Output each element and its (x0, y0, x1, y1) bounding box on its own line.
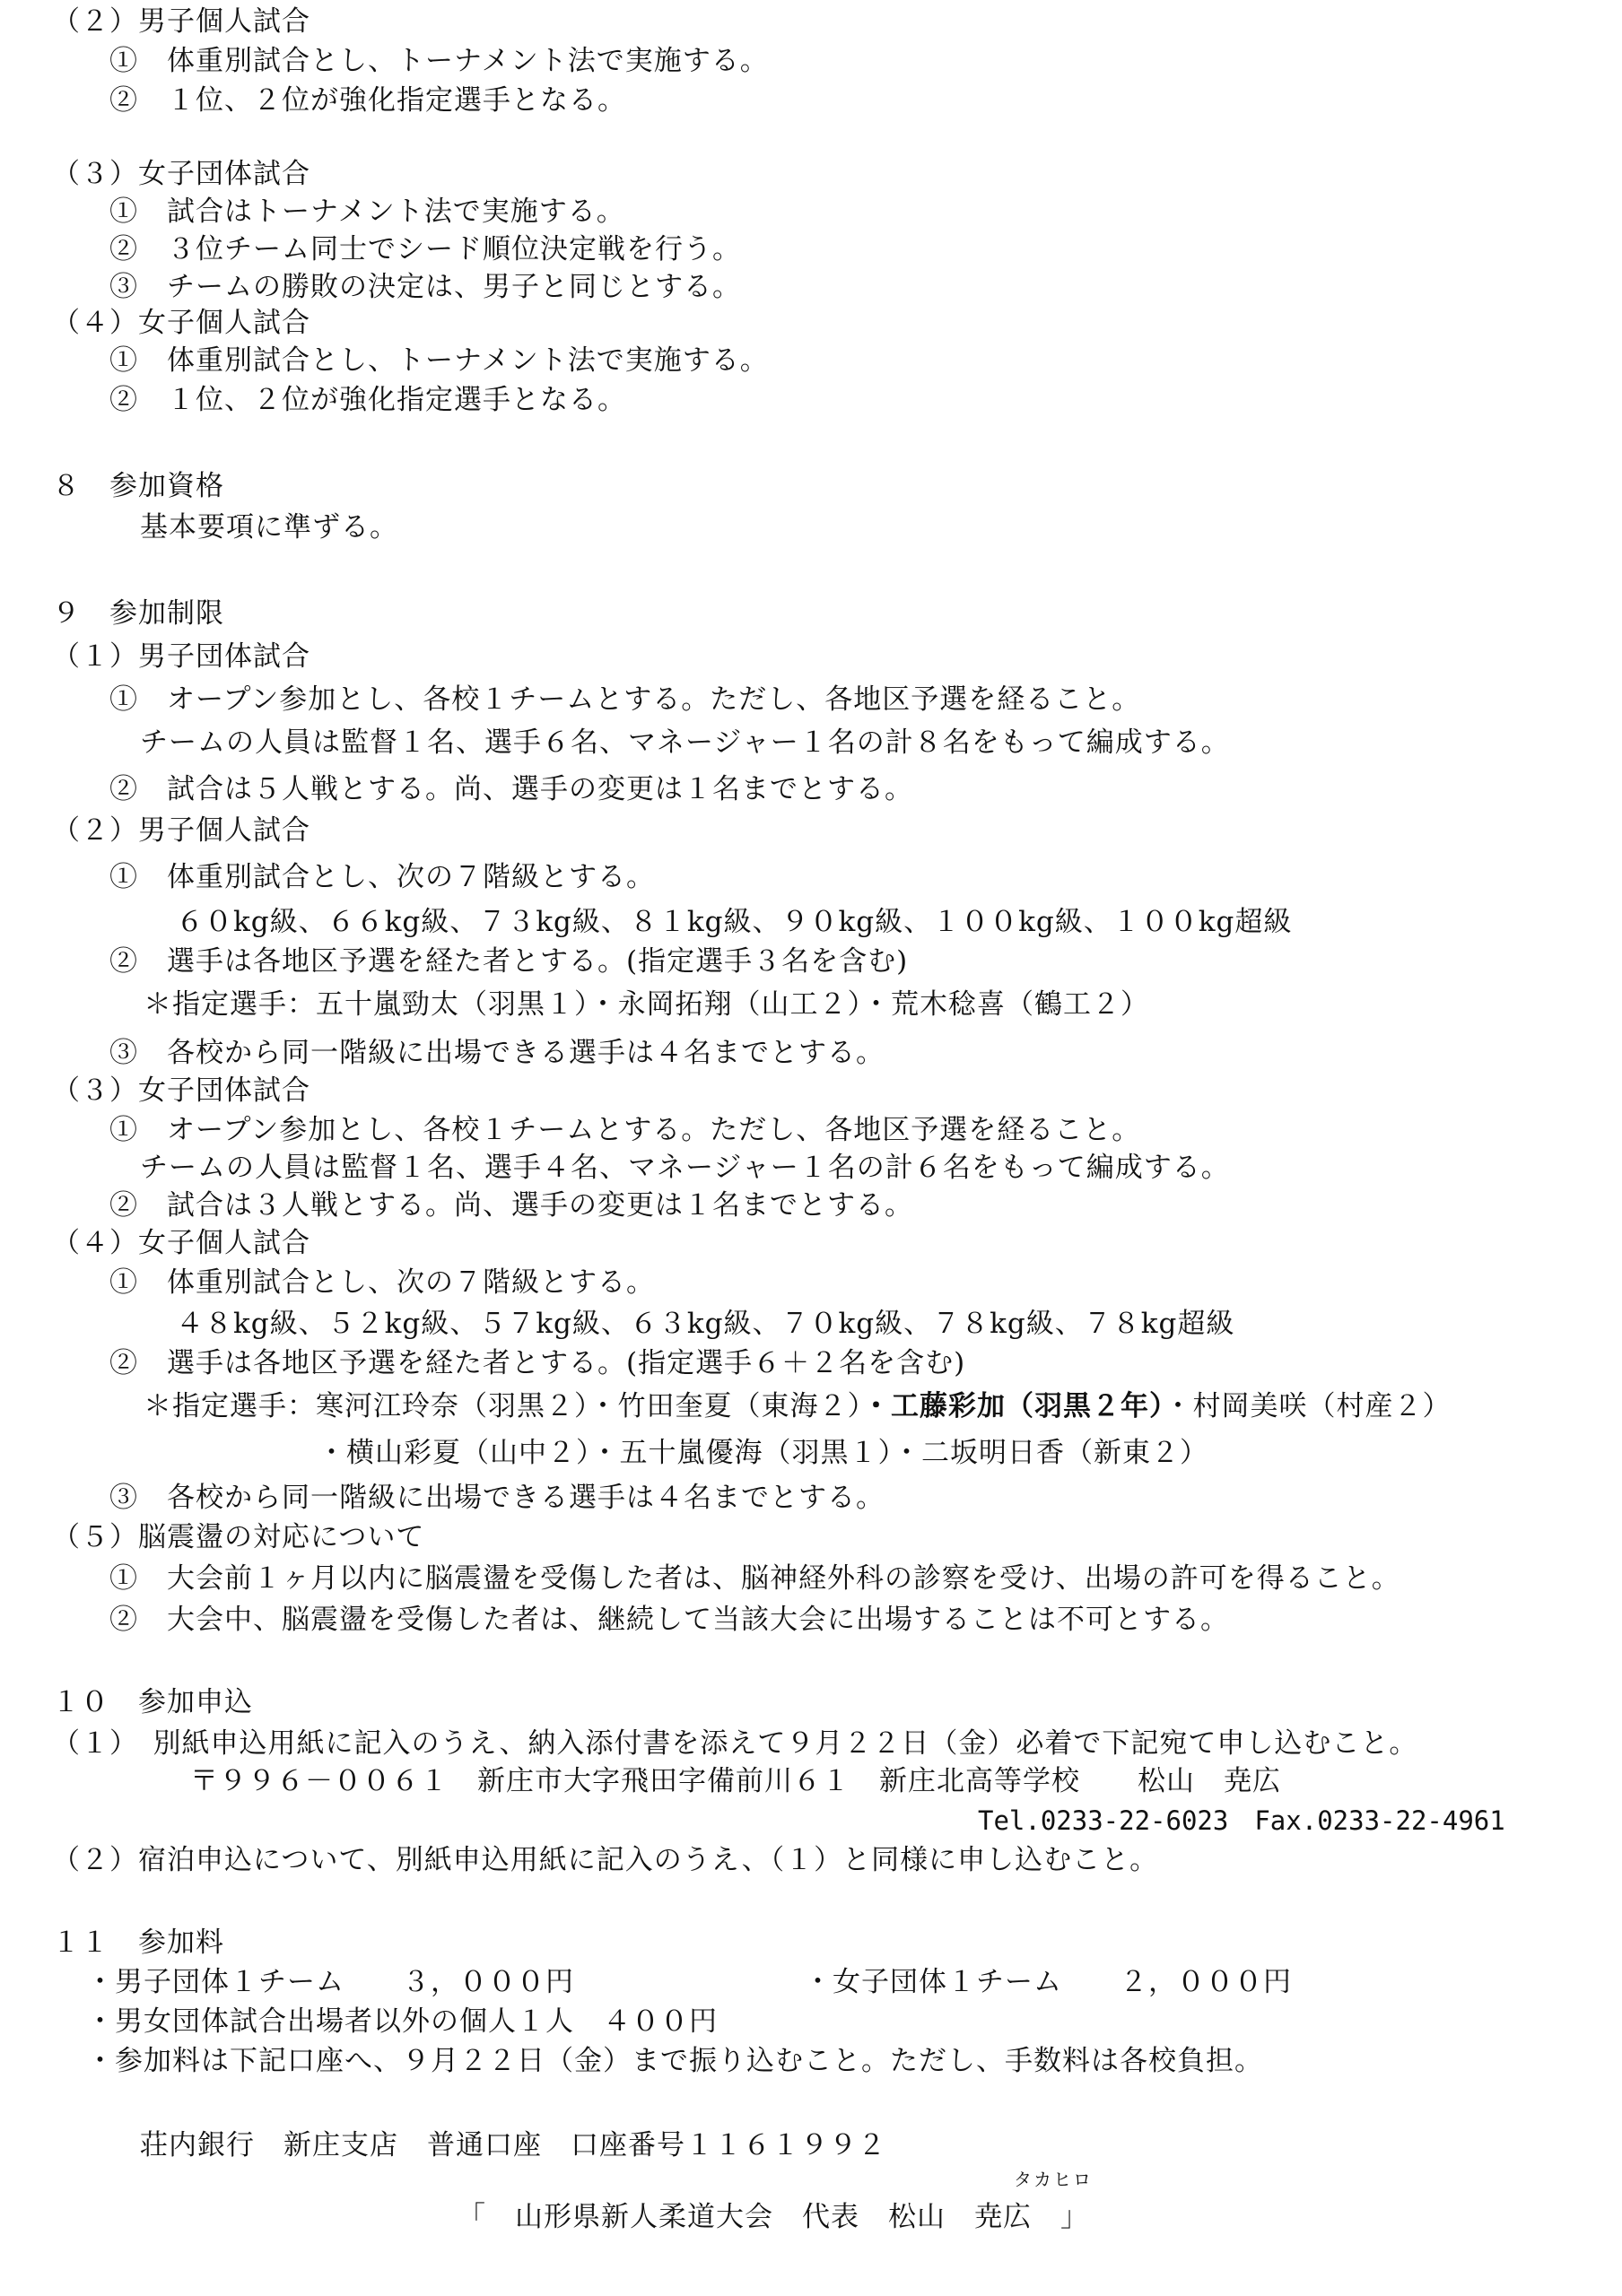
sec9-boys-team-item-1b: チームの人員は監督１名、選手６名、マネージャー１名の計８名をもって編成する。 (140, 726, 1230, 759)
sec7-girls-team-item-2: ② ３位チーム同士でシード順位決定戦を行う。 (109, 233, 741, 265)
sec7-girls-individual-heading: （４）女子個人試合 (52, 307, 310, 339)
sec9-boys-individual-item-2: ② 選手は各地区予選を経た者とする。(指定選手３名を含む) (109, 945, 909, 978)
sec7-girls-team-item-3: ③ チームの勝敗の決定は、男子と同じとする。 (109, 271, 741, 303)
sec9-boys-individual-heading: （２）男子個人試合 (52, 814, 310, 847)
sec9-boys-designated-players: ＊指定選手：五十嵐勁太（羽黒１）・永岡拓翔（山工２）・荒木稔喜（鶴工２） (144, 988, 1149, 1021)
sec10-item-2: （２）宿泊申込について、別紙申込用紙に記入のうえ、（１）と同様に申し込むこと。 (52, 1844, 1159, 1876)
sec9-boys-team-heading: （１）男子団体試合 (52, 640, 310, 673)
sec10-item-1: （１） 別紙申込用紙に記入のうえ、納入添付書を添えて９月２２日（金）必着で下記宛て申し込むこと。 (52, 1727, 1418, 1760)
account-name-ruby: タカヒロ (1014, 2169, 1093, 2190)
sec11-bank-account: 荘内銀行 新庄支店 普通口座 口座番号１１６１９９２ (140, 2129, 886, 2161)
sec7-girls-individual-item-2: ② １位、２位が強化指定選手となる。 (109, 384, 626, 416)
sec8-body: 基本要項に準ずる。 (140, 511, 398, 544)
sec7-boys-individual-item-2: ② １位、２位が強化指定選手となる。 (109, 84, 626, 117)
sec9-girls-team-item-2: ② 試合は３人戦とする。尚、選手の変更は１名までとする。 (109, 1189, 913, 1222)
sec9-boys-individual-item-3: ③ 各校から同一階級に出場できる選手は４名までとする。 (109, 1037, 885, 1069)
sec7-boys-individual-item-1: ① 体重別試合とし、トーナメント法で実施する。 (109, 45, 769, 77)
sec11-account-name: 「 山形県新人柔道大会 代表 松山 尭広 」 (458, 2201, 1089, 2233)
sec9-girls-weight-classes: ４８kg級、５２kg級、５７kg級、６３kg級、７０kg級、７８kg級、７８kg超級 (176, 1308, 1235, 1340)
sec9-concussion-item-1: ① 大会前１ヶ月以内に脳震盪を受傷した者は、脳神経外科の診察を受け、出場の許可を得ること。 (109, 1562, 1400, 1595)
sec9-boys-weight-classes: ６０kg級、６６kg級、７３kg級、８１kg級、９０kg級、１００kg級、１００kg超級 (176, 906, 1293, 938)
sec11-heading: １１ 参加料 (52, 1926, 224, 1959)
sec7-girls-individual-item-1: ① 体重別試合とし、トーナメント法で実施する。 (109, 344, 769, 377)
sec9-boys-team-item-1: ① オープン参加とし、各校１チームとする。ただし、各地区予選を経ること。 (109, 683, 1141, 716)
sec10-address: 〒９９６－００６１ 新庄市大字飛田字備前川６１ 新庄北高等学校 松山 尭広 (190, 1765, 1281, 1797)
sec7-girls-team-heading: （３）女子団体試合 (52, 158, 310, 190)
sec9-concussion-item-2: ② 大会中、脳震盪を受傷した者は、継続して当該大会に出場することは不可とする。 (109, 1604, 1229, 1636)
sec11-individual-fee: ・男女団体試合出場者以外の個人１人 ４００円 (86, 2005, 718, 2038)
sec9-girls-individual-item-3: ③ 各校から同一階級に出場できる選手は４名までとする。 (109, 1482, 885, 1514)
sec7-boys-individual-heading: （２）男子個人試合 (52, 5, 310, 38)
sec9-boys-individual-item-1: ① 体重別試合とし、次の７階級とする。 (109, 861, 655, 893)
sec10-heading: １０ 参加申込 (52, 1686, 253, 1718)
sec9-girls-team-item-1b: チームの人員は監督１名、選手４名、マネージャー１名の計６名をもって編成する。 (140, 1152, 1230, 1184)
sec9-girls-designated-players-line1 (144, 1388, 1452, 1424)
sec11-boys-team-fee: ・男子団体１チーム ３，０００円 (86, 1966, 574, 1998)
designated-player-group-a: ＊指定選手：寒河江玲奈（羽黒２）・竹田奎夏（東海２） (144, 1390, 862, 1422)
sec9-heading: ９ 参加制限 (52, 597, 224, 630)
sec9-boys-team-item-2: ② 試合は５人戦とする。尚、選手の変更は１名までとする。 (109, 773, 913, 805)
sec9-girls-designated-players-line2: ・横山彩夏（山中２）・五十嵐優海（羽黒１）・二坂明日香（新東２） (318, 1437, 1208, 1469)
sec9-girls-individual-heading: （４）女子個人試合 (52, 1227, 310, 1259)
designated-player-group-c: ・村岡美咲（村産２） (1164, 1390, 1452, 1422)
designated-player-bold: ・工藤彩加（羽黒２年） (862, 1390, 1164, 1422)
sec9-girls-team-heading: （３）女子団体試合 (52, 1074, 310, 1107)
sec9-girls-individual-item-2: ② 選手は各地区予選を経た者とする。(指定選手６＋２名を含む) (109, 1347, 966, 1379)
sec7-girls-team-item-1: ① 試合はトーナメント法で実施する。 (109, 196, 625, 228)
sec8-heading: ８ 参加資格 (52, 470, 224, 502)
sec9-girls-individual-item-1: ① 体重別試合とし、次の７階級とする。 (109, 1266, 655, 1299)
sec9-concussion-heading: （５）脳震盪の対応について (52, 1521, 425, 1553)
sec10-contact: Tel.0233-22-6023 Fax.0233-22-4961 (978, 1805, 1505, 1836)
sec11-girls-team-fee: ・女子団体１チーム ２，０００円 (804, 1966, 1292, 1998)
sec9-girls-team-item-1: ① オープン参加とし、各校１チームとする。ただし、各地区予選を経ること。 (109, 1114, 1141, 1146)
sec11-payment-note: ・参加料は下記口座へ、９月２２日（金）まで振り込むこと。ただし、手数料は各校負担。 (86, 2045, 1263, 2077)
